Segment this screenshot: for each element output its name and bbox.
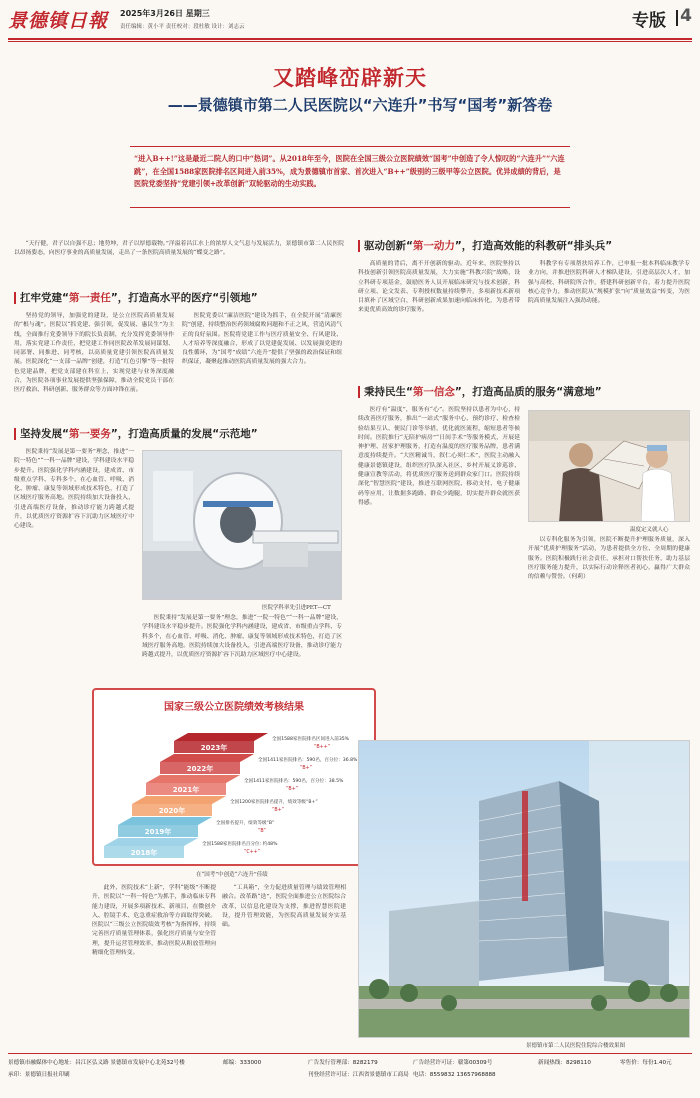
chart-step-grade: “B” xyxy=(258,829,266,834)
section1-text-a: 坚持党的领导，加强党的建设，是公立医院高质量发展的“根与魂”。医院以“抓党建、强引领，促发展、惠民生”为主线，全面推行党委领导下的院长负责制，充分发挥党委领导作用，落实党建工作责任，把党建工作同医院改革发展同谋划、同部署、同推进、同考核，以高质量党建引领医院高质量发展。医院深化“一支部一品牌”创建，打造“红色引擎”等一批特色党建品牌，把党支部建在科室上，实现党建与业务深度融合，为医院各项事业发展提供坚强保障，推动全院党员干部在医疗救治、科研创新、服务群众等方面冲锋在前。 xyxy=(14,313,174,394)
section1-head-red: 第一责任 xyxy=(68,292,111,304)
footer-rule xyxy=(8,1053,692,1054)
intro-text xyxy=(14,240,344,280)
chart-step-text: 全国1588家医院排名区间进入前35% xyxy=(272,737,350,742)
lead-paragraph: “进入B++!”这是最近二院人的口中“热词”。从2018年至今，医院在全国三级公立医院绩效“国考”中创造了令人惊叹的“六连升”“六连跳”，在全国1588家医院排名区间进入前35%，成为景德镇市首家、首次进入“B++”级别的三级甲等公立医院。优异成绩的背后，是医院党委坚持“党建引领+改革创新”双轮驱动的生动实践。 xyxy=(130,146,570,208)
footer xyxy=(8,1058,692,1088)
page-divider xyxy=(676,10,678,26)
chart-step-year: 2018年 xyxy=(130,849,158,857)
section-marker xyxy=(14,428,16,440)
section1-heading xyxy=(20,290,258,305)
staircase-chart xyxy=(94,714,374,864)
chart-step-text: 全国1588家医院排名百分位: 约48% xyxy=(202,842,278,847)
chart-step-top xyxy=(174,733,268,741)
footer-business-license: 刊登经营许可证：江西省景德镇市工商局 xyxy=(308,1072,409,1078)
chart-step-year: 2023年 xyxy=(200,744,228,752)
section2-head-red: 第一要务 xyxy=(68,428,111,440)
section-marker xyxy=(358,386,360,398)
chart-step-year: 2020年 xyxy=(158,807,186,815)
chart-step xyxy=(118,817,274,837)
section1-col-b xyxy=(182,312,342,412)
newspaper-logo: 景德镇日報 xyxy=(8,10,109,32)
section3-head-suffix: ”，打造高效能的科教研“排头兵” xyxy=(454,240,613,252)
subheadline: ——景德镇市第二人民医院以“六连升”书写“国考”新答卷 xyxy=(167,96,553,114)
masthead-rule xyxy=(8,38,692,40)
footer-hotline: 新闻热线：8298110 xyxy=(538,1060,591,1066)
section3-heading xyxy=(364,238,612,253)
section4-col-a xyxy=(358,406,520,732)
section2-text-b: 医院秉持“发展是第一要务”理念，推进“一院一特色”“一科一品牌”建设，学科建设水平稳步提升。医院强化学科内涵建设，建成省、市级重点学科、专科多个，在心血管、呼吸、消化、肿瘤、康复等领域形成技术特色，打造了区域医疗服务高地。医院持续加大设备投入，引进高端医疗设备，推动诊疗能力跨越式提升，以优质医疗资源扩容下沉助力区域医疗中心建设。 xyxy=(142,615,342,658)
section3-text-a: 高质量的背后，离不开创新的驱动。近年来，医院坚持以科技创新引领医院高质量发展，大力实施“科教兴院”战略，设立科研专项基金，鼓励医务人员开展临床研究与技术创新，科研立项、论文发表、专利授权数量持续攀升，多项新技术新项目填补了区域空白，科研创新成果加速向临床转化，为患者带来更优质高效的诊疗服务。 xyxy=(358,261,520,314)
section3-head-prefix: 驱动创新“ xyxy=(364,240,413,252)
footer-address: 景德镇市融媒体中心地址：昌江区弘义路 景德镇市发展中心北苑32号楼 xyxy=(8,1060,185,1066)
doctor-patient-illustration xyxy=(529,411,690,522)
chart-step-top xyxy=(118,817,212,825)
section3-col-b xyxy=(528,260,690,370)
hospital-building-illustration xyxy=(359,741,690,1038)
section3-text-b: 科教学有专项帮扶培养工作，已申报一批本科临床教学专业方向，并推进医院科研人才梯队建设，引进高层次人才，加强与高校、科研院所合作，搭建科研创新平台，着力提升医院核心竞争力，推动医院从“规模扩张”向“质量效益”转变，为医院高质量发展注入强劲动能。 xyxy=(528,261,690,305)
chart-step-text: 全国1200家医院排名提升，绩效等级“B+” xyxy=(230,800,318,805)
section3-head-red: 第一动力 xyxy=(412,240,455,252)
chart-caption: 在“国考”中创造“六连升”佳绩 xyxy=(196,872,268,878)
section-marker xyxy=(358,240,360,252)
section2-col-a xyxy=(14,448,134,648)
section2-text: 医院秉持“发展是第一要务”理念，推进“一院一特色”“一科一品牌”建设，学科建设水平稳步提升。医院强化学科内涵建设，建成省、市级重点学科、专科多个，在心血管、呼吸、消化、肿瘤、康复等领域形成技术特色，打造了区域医疗服务高地。医院持续加大设备投入，引进高端医疗设备，推动诊疗能力跨越式提升，以优质医疗资源扩容下沉助力区域医疗中心建设。 xyxy=(14,449,134,530)
chart-step-grade: “B+” xyxy=(300,766,313,771)
section1-col-a xyxy=(14,312,174,412)
ct-scanner-photo xyxy=(142,450,342,600)
section4-head-prefix: 秉持民生“ xyxy=(364,386,413,398)
intro-paragraph: “天行健，君子以自强不息；地势坤，君子以厚德载物。”洋溢着昌江水上的浓厚人文气息与发展活力，景德镇市第二人民医院以昂扬姿态，向医疗事业的高质量发展，走出了一条医院高质量发展的“蝶变之路”。 xyxy=(14,241,344,257)
bottom-col-b xyxy=(222,884,346,1044)
doctor-patient-photo xyxy=(528,410,690,522)
chart-step xyxy=(174,733,350,753)
chart-step-year: 2021年 xyxy=(172,786,200,794)
footer-postcode: 邮编：333000 xyxy=(223,1060,262,1066)
performance-chart-panel xyxy=(92,688,376,866)
chart-step xyxy=(146,775,344,795)
chart-step-year: 2019年 xyxy=(144,828,172,836)
section2-heading xyxy=(20,426,258,441)
bottom-text-b: “工具箱”，全力促进质量管理与绩效管理相融合。改革路“迭”，医院全面推进公立医院综合改革，以信息化建设为支撑，推进智慧医院建设，提升管理效能，为医院高质量发展夯实基础。 xyxy=(222,885,346,929)
chart-step xyxy=(160,754,358,774)
footer-ad-dept: 广告发行管理部：8282179 xyxy=(308,1060,378,1066)
masthead-rule-thin xyxy=(8,41,692,42)
footer-price: 零售价：每份1.40元 xyxy=(620,1060,672,1066)
masthead xyxy=(8,6,692,40)
chart-title: 国家三级公立医院绩效考核结果 xyxy=(164,702,304,713)
doctor-photo-caption: 温度定义就人心 xyxy=(630,527,669,533)
section1-head-suffix: ”，打造高水平的医疗“引领地” xyxy=(110,292,258,304)
section3-col-a xyxy=(358,260,520,370)
section4-heading xyxy=(364,384,602,399)
chart-step xyxy=(104,838,278,858)
chart-step-top xyxy=(104,838,198,846)
chart-step-grade: “B+” xyxy=(272,808,285,813)
section-name: 专版 xyxy=(632,11,666,31)
section4-head-suffix: ”，打造高品质的服务“满意地” xyxy=(454,386,602,398)
chart-step-grade: “B++” xyxy=(314,745,331,750)
section1-head-prefix: 扛牢党建“ xyxy=(20,292,69,304)
footer-printer: 承印：景德镇日报社印刷 xyxy=(8,1072,70,1078)
headline: 又踏峰峦辟新天 xyxy=(273,66,427,90)
section4-text-a: 医疗有“温度”，服务有“心”。医院坚持以患者为中心，持续改善医疗服务，推出“一站式”服务中心、预约诊疗、检查检验结果互认、便民门诊等举措，优化就医流程，缩短患者等候时间。医院推行“无陪护病房”“日间手术”等服务模式，开展延伸护理、居家护理服务，打造有温度的医疗服务品牌，患者满意度持续提升。“大医精诚当，叙仁心须仁术”，医院主动融入健康景德镇建设，组织医疗队深入社区、乡村开展义诊巡诊、健康宣教等活动，将优质医疗服务送到群众家门口。医院持续深化“智慧医院”建设，推进互联网医院、移动支付、电子健康码等应用，让数据多跑路、群众少跑腿，切实提升群众就医获得感。 xyxy=(358,407,520,506)
section2-col-b xyxy=(142,614,342,658)
section-marker xyxy=(14,292,16,304)
chart-step xyxy=(132,796,318,816)
section4-head-red: 第一信念 xyxy=(412,386,455,398)
section2-head-suffix: ”，打造高质量的发展“示范地” xyxy=(110,428,258,440)
bottom-col-a xyxy=(92,884,216,1044)
footer-phone: 电话：8559832 13657968888 xyxy=(413,1072,496,1078)
chart-step-top xyxy=(146,775,240,783)
editor-credits: 责任编辑：黄小平 责任校对：段杜敏 设计：刘志云 xyxy=(120,24,245,30)
chart-step-text: 全国1411家医院排名：590名，百分位：38.5% xyxy=(244,779,344,784)
bottom-text-a: 此外，医院技术“上新”，学科“能级”不断提升，医院以“一科一特色”为抓手，推动临床专科能力建设，开展多项新技术、新项目，在微创介入、腔镜手术、危急重症救治等方面取得突破。医院以“三级公立医院绩效考核”为指挥棒，持续完善医疗质量管理体系，强化医疗质量与安全管理，提升运营管理效率，推动医院从粗放管理向精细化管理转变。 xyxy=(92,885,216,957)
issue-date: 2025年3月26日 星期三 xyxy=(120,9,210,18)
ct-scanner-illustration xyxy=(143,451,342,600)
section2-head-prefix: 坚持发展“ xyxy=(20,428,69,440)
section4-text-b: 以专科化服务为引领，医院不断提升护理服务质量，深入开展“优质护理服务”活动，为患者提供全方位、全周期的健康服务。医院积极践行社会责任，承担对口帮扶任务，助力基层医疗服务能力提升，以实际行动诠释医者初心，赢得广大群众的信赖与赞誉。（何莉） xyxy=(528,537,690,581)
building-photo-caption: 景德镇市第二人民医院住院综合楼效果图 xyxy=(526,1043,626,1049)
chart-step-year: 2022年 xyxy=(186,765,214,773)
section1-text-b: 医院党委以“廉洁医院”建设为抓手，在全院开展“清廉医院”创建，持续整治医药领域腐败问题和不正之风，营造风清气正的良好氛围。医院将党建工作与医疗质量安全、行风建设、人才培养等深度融合，形成了以党建促发展、以发展强党建的良性循环，为“国考”成绩“六连升”提供了坚强的政治保证和组织保证，凝聚起推动医院高质量发展的强大合力。 xyxy=(182,313,342,366)
hospital-building-photo xyxy=(358,740,690,1038)
ct-photo-caption: 医院学科率先引进PET—CT xyxy=(262,605,331,611)
page-number: 4 xyxy=(680,6,692,26)
chart-step-text: 全国1411家医院排名：590名，百分位：36.8% xyxy=(258,758,358,763)
chart-step-grade: “B+” xyxy=(286,787,299,792)
chart-step-grade: “C++” xyxy=(244,850,261,855)
chart-step-top xyxy=(160,754,254,762)
section4-col-b xyxy=(528,536,690,732)
chart-step-top xyxy=(132,796,226,804)
footer-license: 广告经营许可证：赣第00309号 xyxy=(413,1060,493,1066)
chart-step-text: 全国排名提升，绩效等级“B” xyxy=(216,821,275,826)
